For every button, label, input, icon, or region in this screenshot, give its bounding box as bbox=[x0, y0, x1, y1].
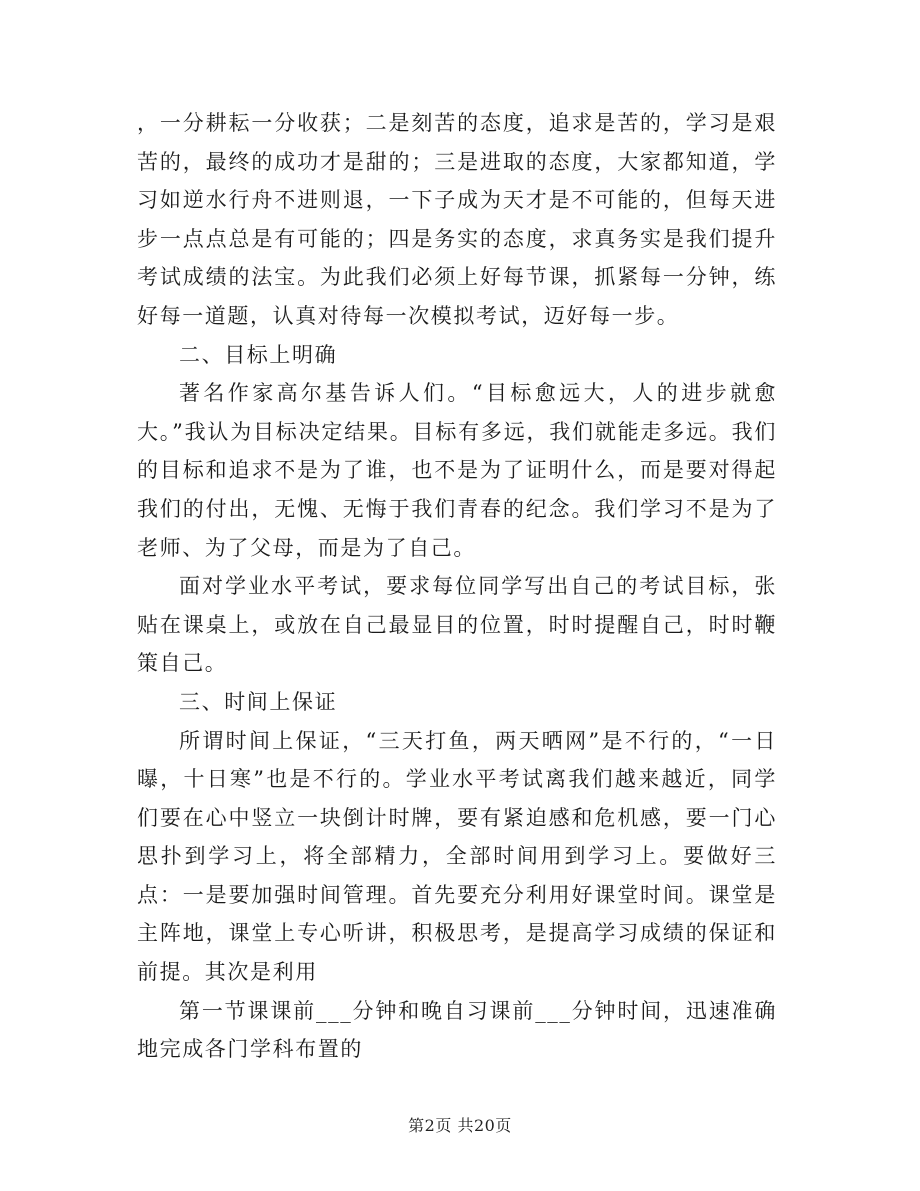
paragraph-time-guarantee: 所谓时间上保证，“三天打鱼，两天晒网”是不行的，“一日曝，十日寒”也是不行的。学业水平考试离我们越来越近，同学们要在心中竖立一块倒计时牌，要有紧迫感和危机感，要一门心思扑到学习上，将全部精力，全部时间用到学习上。要做好三点：一是要加强时间管理。首先要充分利用好课堂时间。课堂是主阵地，课堂上专心听讲，积极思考，是提高学习成绩的保证和前提。其次是利用 bbox=[137, 728, 777, 985]
page-number-footer: 第2页 共20页 bbox=[408, 1116, 512, 1135]
paragraph-first-class: 第一节课课前___分钟和晚自习课前___分钟时间，迅速准确地完成各门学科布置的 bbox=[137, 998, 777, 1062]
paragraph-gorky-quote: 著名作家高尔基告诉人们。“目标愈远大，人的进步就愈大。”我认为目标决定结果。目标有多远，我们就能走多远。我们的目标和追求不是为了谁，也不是为了证明什么，而是要对得起我们的付出，无愧、无悔于我们青春的纪念。我们学习不是为了老师、为了父母，而是为了自己。 bbox=[137, 381, 777, 560]
section-heading-time: 三、时间上保证 bbox=[179, 689, 338, 714]
document-body bbox=[137, 104, 777, 1069]
section-heading-goals: 二、目标上明确 bbox=[179, 342, 338, 367]
paragraph-continuation: ，一分耕耘一分收获；二是刻苦的态度，追求是苦的，学习是艰苦的，最终的成功才是甜的；三是进取的态度，大家都知道，学习如逆水行舟不进则退，一下子成为天才是不可能的，但每天进步一点点总是有可能的；四是务实的态度，求真务实是我们提升考试成绩的法宝。为此我们必须上好每节课，抓紧每一分钟，练好每一道题，认真对待每一次模拟考试，迈好每一步。 bbox=[137, 111, 777, 328]
paragraph-exam-goals: 面对学业水平考试，要求每位同学写出自己的考试目标，张贴在课桌上，或放在自己最显目的位置，时时提醒自己，时时鞭策自己。 bbox=[137, 574, 777, 676]
